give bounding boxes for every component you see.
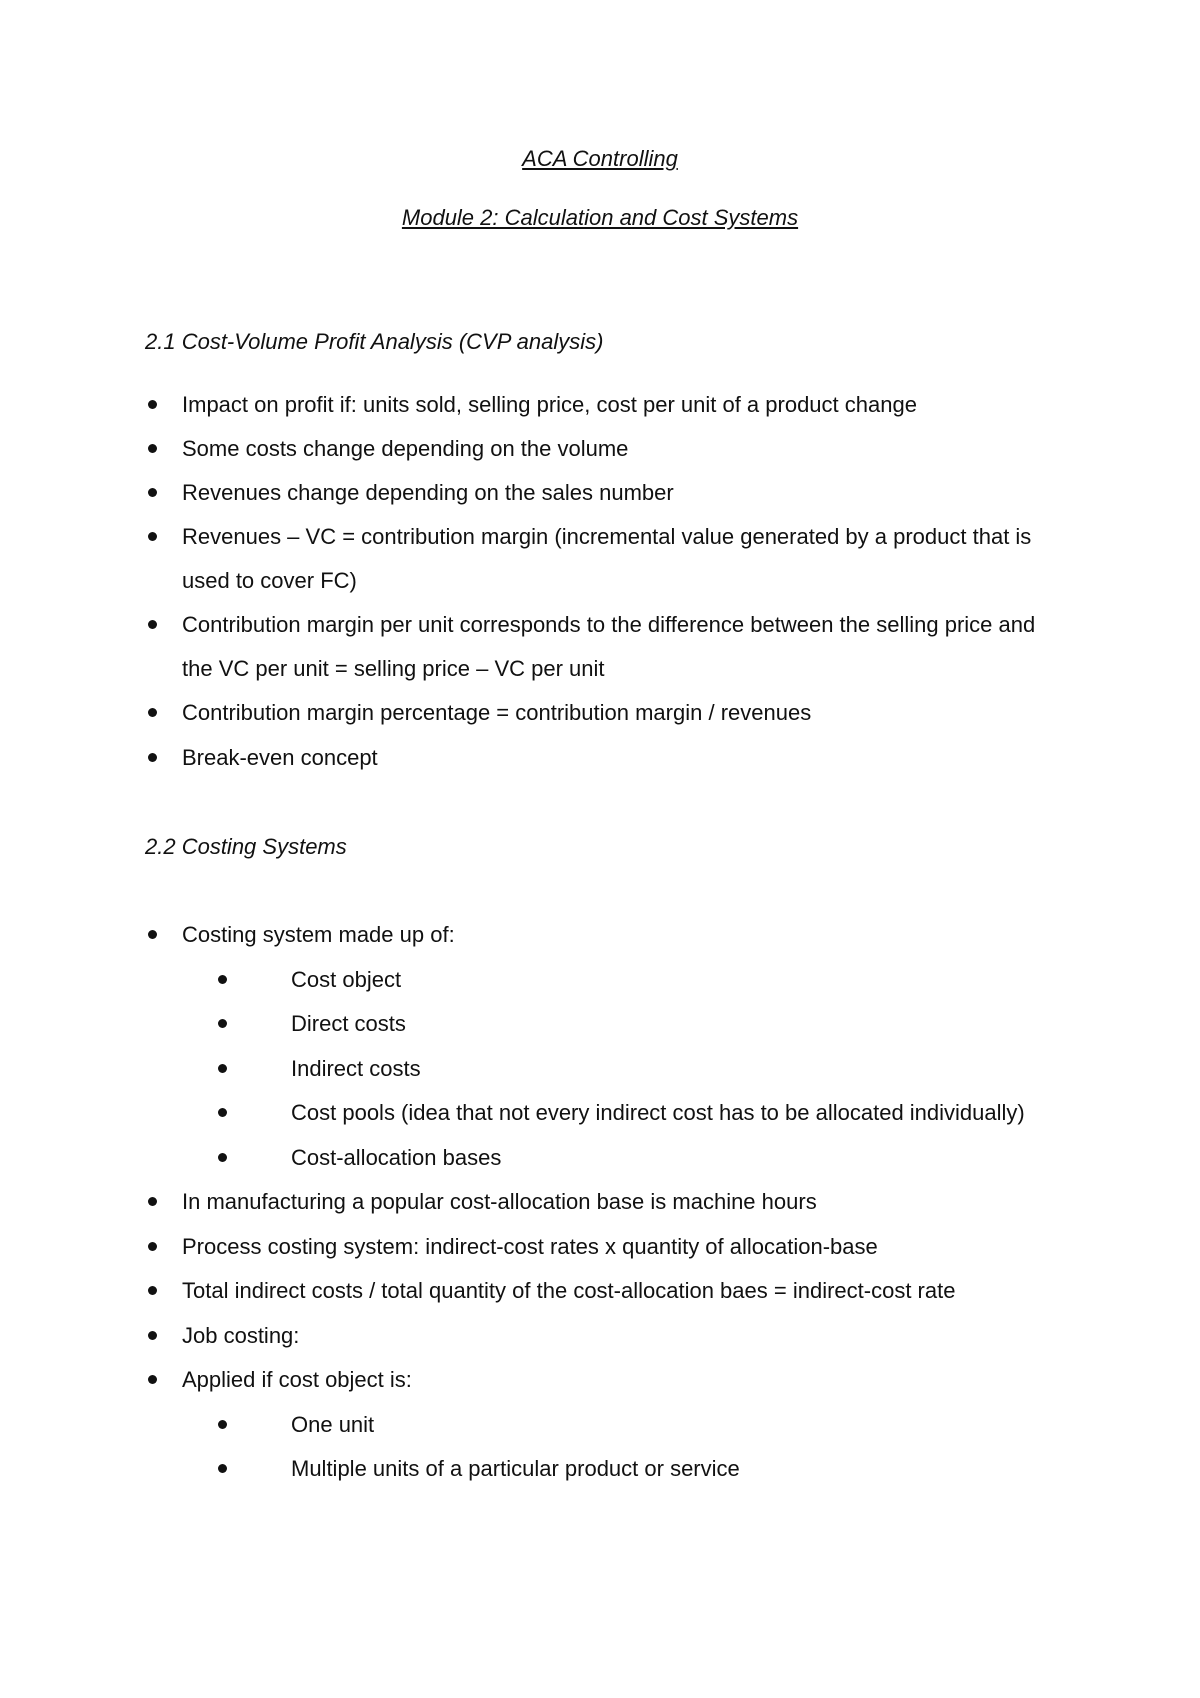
list-item-text: the VC per unit = selling price – VC per unit xyxy=(182,656,605,681)
bullet-icon xyxy=(148,400,157,409)
sub-list-item xyxy=(291,1091,1191,1135)
list-item-text: Cost pools (idea that not every indirect cost has to be allocated individually) xyxy=(291,1100,1025,1125)
sub-list-item xyxy=(291,1136,1191,1180)
bullet-icon xyxy=(218,1108,227,1117)
list-item xyxy=(182,603,1082,647)
bullet-icon xyxy=(148,930,157,939)
list-item-text: Break-even concept xyxy=(182,745,378,770)
bullet-icon xyxy=(218,975,227,984)
list-item-continuation xyxy=(182,559,1082,603)
list-item-text: Revenues – VC = contribution margin (incremental value generated by a product that is xyxy=(182,524,1032,549)
list-item xyxy=(182,736,1082,780)
list-item-text: One unit xyxy=(291,1412,375,1437)
list-item xyxy=(182,515,1082,559)
section-heading-cvp: 2.1 Cost-Volume Profit Analysis (CVP analysis) xyxy=(145,329,604,354)
bullet-icon xyxy=(218,1153,227,1162)
bullet-icon xyxy=(148,1375,157,1384)
list-item-text: Cost object xyxy=(291,967,402,992)
list-item-text: In manufacturing a popular cost-allocation base is machine hours xyxy=(182,1189,817,1214)
list-item-text: Total indirect costs / total quantity of the cost-allocation baes = indirect-cost rate xyxy=(182,1278,956,1303)
list-item xyxy=(182,471,1082,515)
list-item-text: Costing system made up of: xyxy=(182,922,455,947)
list-item-text: Revenues change depending on the sales number xyxy=(182,480,674,505)
document-title: ACA Controlling xyxy=(522,146,678,171)
bullet-icon xyxy=(148,444,157,453)
bullet-icon xyxy=(218,1420,227,1429)
list-item-text: Contribution margin per unit corresponds to the difference between the selling price and xyxy=(182,612,1036,637)
sub-list-item xyxy=(291,1403,1191,1447)
list-item-text: Indirect costs xyxy=(291,1056,421,1081)
bullet-icon xyxy=(148,620,157,629)
bullet-icon xyxy=(148,1197,157,1206)
bullet-icon xyxy=(148,1286,157,1295)
list-item xyxy=(182,691,1082,735)
bullet-icon xyxy=(218,1464,227,1473)
list-item xyxy=(182,1358,1082,1402)
list-item-text: Some costs change depending on the volume xyxy=(182,436,629,461)
list-item-text: Impact on profit if: units sold, selling price, cost per unit of a product change xyxy=(182,392,917,417)
list-item-text: Job costing: xyxy=(182,1323,300,1348)
bullet-icon xyxy=(218,1019,227,1028)
bullet-icon xyxy=(148,1242,157,1251)
list-item-text: Multiple units of a particular product or service xyxy=(291,1456,740,1481)
list-item-text: Applied if cost object is: xyxy=(182,1367,412,1392)
list-item xyxy=(182,1225,1082,1269)
bullet-icon xyxy=(148,708,157,717)
sub-list-item xyxy=(291,1002,1191,1046)
list-item-text: Direct costs xyxy=(291,1011,406,1036)
list-item xyxy=(182,1269,1082,1313)
list-item xyxy=(182,1180,1082,1224)
list-item xyxy=(182,1314,1082,1358)
list-item-text: Process costing system: indirect-cost rates x quantity of allocation-base xyxy=(182,1234,878,1259)
bullet-icon xyxy=(218,1064,227,1073)
bullet-icon xyxy=(148,753,157,762)
list-item-text: Cost-allocation bases xyxy=(291,1145,502,1170)
list-item xyxy=(182,427,1082,471)
list-item-text: used to cover FC) xyxy=(182,568,357,593)
document-subtitle: Module 2: Calculation and Cost Systems xyxy=(401,205,799,230)
bullet-icon xyxy=(148,488,157,497)
list-item xyxy=(182,913,1082,957)
bullet-icon xyxy=(148,1331,157,1340)
sub-list-item xyxy=(291,1047,1191,1091)
bullet-icon xyxy=(148,532,157,541)
sub-list-item xyxy=(291,958,1191,1002)
list-item-continuation xyxy=(182,647,1082,691)
section-heading-costing: 2.2 Costing Systems xyxy=(145,834,347,859)
list-item-text: Contribution margin percentage = contribution margin / revenues xyxy=(182,700,812,725)
sub-list-item xyxy=(291,1447,1191,1491)
list-item xyxy=(182,383,1082,427)
